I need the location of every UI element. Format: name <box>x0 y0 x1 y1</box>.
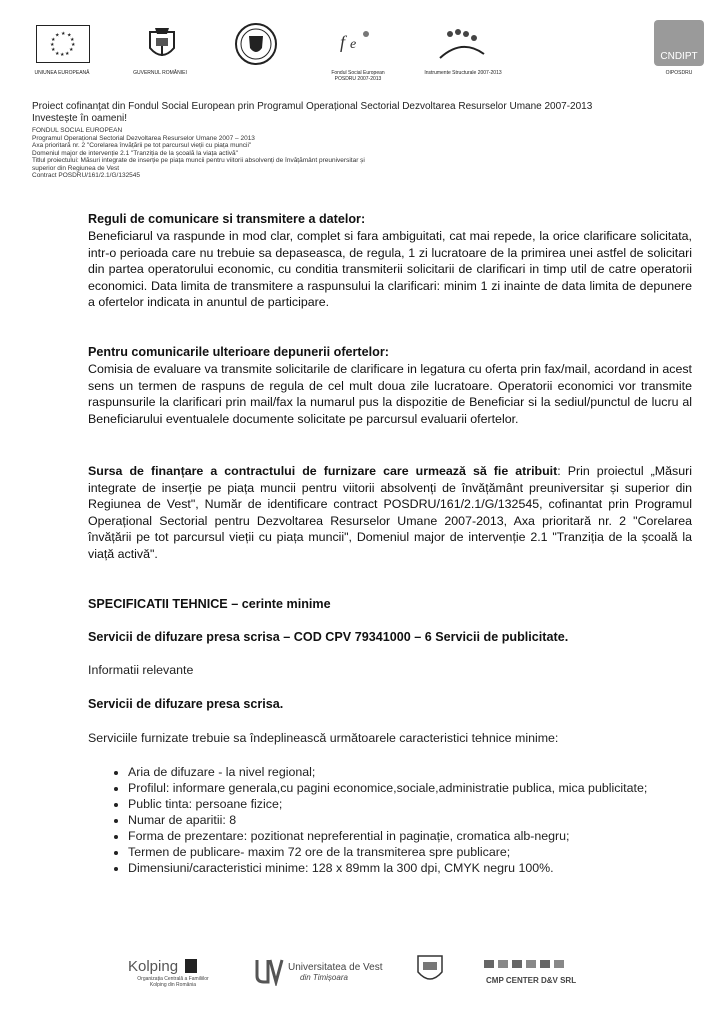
spec-title: SPECIFICATII TEHNICE – cerinte minime <box>88 597 331 611</box>
svg-text:★: ★ <box>67 32 72 39</box>
list-item: • Public tinta: persoane fizice; <box>128 796 688 812</box>
slogan: Investește în oameni! <box>32 113 128 124</box>
detail-line: Axa prioritară nr. 2 "Corelarea învățării pe tot parcursul vieții cu piața muncii" <box>32 142 252 149</box>
relevant-info: Informatii relevante <box>88 663 194 677</box>
structural-instruments-logo-icon <box>436 24 488 67</box>
requirements-intro: Serviciile furnizate trebuie sa îndeplinească următoarele caracteristici tehnice minime: <box>88 731 559 745</box>
svg-text:★: ★ <box>60 52 65 58</box>
funding-paragraph <box>88 463 692 562</box>
eu-flag-icon <box>36 25 90 63</box>
romanian-government-crest-icon <box>145 24 179 69</box>
cndipt-logo-text: CNDIPT <box>660 51 698 62</box>
communication-title: Reguli de comunicare si transmitere a datelor: <box>88 212 366 226</box>
svg-text:★: ★ <box>61 31 66 37</box>
svg-text:★: ★ <box>65 51 70 57</box>
cmp-name: CMP CENTER D&V SRL <box>486 976 577 985</box>
kolping-caption-line: Kolping din România <box>149 982 197 988</box>
school-crest-icon <box>416 952 444 993</box>
svg-text:★: ★ <box>71 42 76 48</box>
list-item: • Numar de aparitii: 8 <box>128 812 688 828</box>
gov-caption: GUVERNUL ROMÂNIEI <box>133 70 187 76</box>
list-item: • Dimensiuni/caracteristici minime: 128 x 89mm la 300 dpi, CMYK negru 100%. <box>128 860 688 876</box>
list-item: • Aria de difuzare - la nivel regional; <box>128 764 688 780</box>
eu-caption: UNIUNEA EUROPEANĂ <box>34 70 90 76</box>
kolping-wordmark: Kolping <box>128 958 179 975</box>
svg-text:★: ★ <box>55 51 60 57</box>
detail-line: superior din Regiunea de Vest <box>32 164 120 172</box>
service-title: Servicii de difuzare presa scrisa – COD CPV 79341000 – 6 Servicii de publicitate. <box>88 630 569 644</box>
after-submission-title: Pentru comunicarile ulterioare depunerii ofertelor: <box>88 345 389 359</box>
uvt-logo-icon <box>254 956 284 991</box>
cmp-logo-icon <box>484 956 568 977</box>
detail-line: Domeniul major de intervenție 2.1 "Tranziția de la școală la viața activă" <box>32 149 238 157</box>
structural-caption: Instrumente Structurale 2007-2013 <box>424 70 502 76</box>
oiposdru-caption: OIPOSDRU <box>665 70 693 76</box>
list-item: • Profilul: informare generala,cu pagini economice,sociale,administratie publica, mica publicitate; <box>128 780 688 796</box>
service-subtitle: Servicii de difuzare presa scrisa. <box>88 697 284 711</box>
project-funding-line: Proiect cofinanțat din Fondul Social European prin Programul Operațional Sectorial Dezvoltarea Resurselor Umane 2007-2013 <box>32 101 593 112</box>
project-line <box>32 101 592 125</box>
ministry-seal-icon <box>234 22 278 71</box>
svg-text:★: ★ <box>69 47 74 53</box>
kolping-k-icon <box>185 959 197 973</box>
funding-text: : Prin proiectul „Măsuri integrate de inserție pe piața muncii pentru viitorii absolvenți de învățământ preuniversitar și superior din Regiunea de Vest", Număr de identificare contract POSDRU/161/2.1/G/132545, cofinantat prin Programul Operațional Sectorial pentru Dezvoltarea Resurselor Umane 2007-2013, Axa prioritară nr. 2 "Corelarea învățării pe tot parcursul vieții cu piața muncii", Domeniul major de intervenție 2.1 "Tranziția de la școală la viață activă". <box>88 464 692 561</box>
svg-text:★: ★ <box>50 42 55 48</box>
svg-text:f: f <box>340 32 346 52</box>
fse-logo-icon <box>336 26 376 63</box>
kolping-caption <box>128 976 218 988</box>
fse-caption: Fondul Social European POSDRU 2007-2013 <box>331 70 385 82</box>
list-item: • Forma de prezentare: pozitionat nepreferential in paginație, cromatica alb-negru; <box>128 828 688 844</box>
kolping-caption-line: Organizația Centrală a Familiilor <box>137 976 209 982</box>
uvt-sub: din Timișoara <box>300 973 348 982</box>
detail-line: Titlul proiectului: Măsuri integrate de inserție pe piața muncii pentru viitorii absolvenți de învățământ preuniversitar și <box>32 157 365 164</box>
svg-text:★: ★ <box>51 37 56 43</box>
detail-line: FONDUL SOCIAL EUROPEAN <box>32 127 123 134</box>
svg-text:★: ★ <box>55 32 60 39</box>
svg-text:e: e <box>350 37 357 52</box>
detail-line: Contract POSDRU/161/2.1/G/132545 <box>32 172 141 179</box>
funding-title: Sursa de finanțare a contractului de furnizare care urmează să fie atribuit <box>88 464 558 478</box>
detail-line: Programul Operațional Sectorial Dezvoltarea Resurselor Umane 2007 – 2013 <box>32 134 255 142</box>
after-submission-text: Comisia de evaluare va transmite solicitarile de clarificare in legatura cu oferta prin fax/mail, acordand in acest sens un termen de raspuns de regula de cel mult doua zile lucratoare. Operatorii economici vor transmite raspunsurile la clarificari prin mail/fax la numarul pus la dispozitie de Beneficiar si la sediul/punctul de lucru al Beneficiarului eventualele documente solicitate pe parcursul evaluarii ofertelor. <box>88 362 692 426</box>
communication-text: Beneficiarul va raspunde in mod clar, complet si fara ambiguitati, cat mai repede, la orice clarificare solicitata, intr-o perioada care nu trebuie sa depaseasca, de regula, 1 zi lucratoare de la primirea unei astfel de solicitari din partea operatorului economic, cu conditia transmiterii solicitarii de clarificari in timp util de catre operatorii economici. Data limita de transmitere a raspunsului la clarificari: minim 1 zi inainte de data limita de depunere a ofertelor indicata in anuntul de participare. <box>88 229 692 309</box>
kolping-logo <box>128 958 197 975</box>
uvt-name: Universitatea de Vest <box>288 962 383 973</box>
project-details <box>32 127 365 180</box>
list-item: • Termen de publicare- maxim 72 ore de la transmiterea spre publicare; <box>128 844 688 860</box>
cndipt-logo-icon <box>654 20 704 66</box>
requirements-list <box>108 764 688 876</box>
svg-text:★: ★ <box>70 37 75 43</box>
svg-text:★: ★ <box>51 47 56 53</box>
